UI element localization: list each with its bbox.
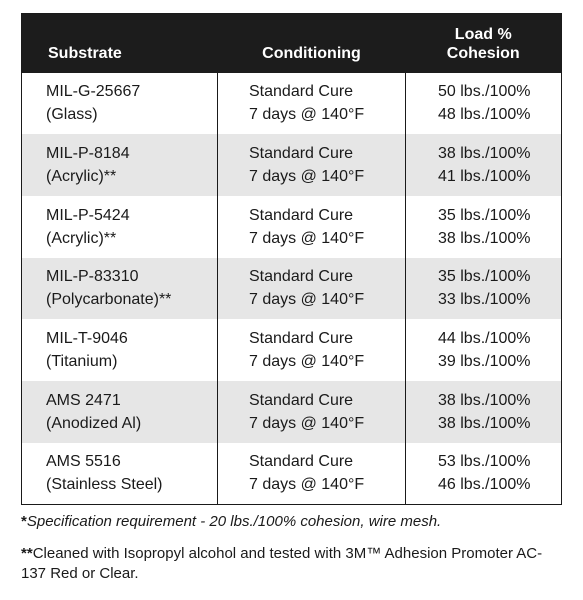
conditioning-cell-line2: 7 days @ 140°F: [249, 168, 365, 186]
substrate-cell-line1: MIL-P-8184: [46, 145, 130, 163]
load-cohesion-cell-line2: 46 lbs./100%: [438, 476, 531, 494]
substrate-cell-line2: (Stainless Steel): [46, 476, 163, 494]
substrate-cell-line1: MIL-P-5424: [46, 206, 130, 224]
conditioning-cell-line1: Standard Cure: [249, 391, 354, 409]
substrate-cell-line1: MIL-G-25667: [46, 83, 141, 101]
conditioning-cell-line2: 7 days @ 140°F: [249, 229, 365, 247]
table-header-row: [22, 14, 562, 73]
substrate-cell-line2: (Acrylic)**: [46, 229, 117, 247]
substrate-cell-line2: (Acrylic)**: [46, 168, 117, 186]
load-cohesion-cell-line2: 33 lbs./100%: [438, 291, 531, 309]
conditioning-cell-line1: Standard Cure: [249, 268, 354, 286]
conditioning-cell-line2: 7 days @ 140°F: [249, 106, 365, 124]
conditioning-cell-line1: Standard Cure: [249, 206, 354, 224]
footnote-text: Specification requirement - 20 lbs./100% cohesion, wire mesh.: [26, 513, 442, 530]
substrate-cell: [22, 134, 218, 196]
footnote-text: Cleaned with Isopropyl alcohol and tested with 3M™ Adhesion Promoter AC-137 Red or Clear.: [21, 545, 543, 582]
header-conditioning: Conditioning: [218, 14, 406, 73]
substrate-cell-line2: (Titanium): [46, 353, 118, 371]
conditioning-cell: [218, 73, 406, 135]
substrate-cell: [22, 196, 218, 258]
conditioning-cell-line1: Standard Cure: [249, 453, 354, 471]
conditioning-cell-line1: Standard Cure: [249, 145, 354, 163]
load-cohesion-cell-line2: 48 lbs./100%: [438, 106, 531, 124]
load-cohesion-cell: [406, 443, 562, 505]
conditioning-cell-line2: 7 days @ 140°F: [249, 476, 365, 494]
load-cohesion-cell-line1: 35 lbs./100%: [438, 206, 531, 224]
load-cohesion-cell-line1: 35 lbs./100%: [438, 268, 531, 286]
load-cohesion-cell-line2: 39 lbs./100%: [438, 353, 531, 371]
table-row: [22, 258, 562, 320]
table-row: [22, 319, 562, 381]
substrate-cell-line2: (Polycarbonate)**: [46, 291, 172, 309]
load-cohesion-cell: [406, 258, 562, 320]
conditioning-cell: [218, 134, 406, 196]
load-cohesion-cell-line2: 38 lbs./100%: [438, 229, 531, 247]
substrate-cell: [22, 443, 218, 505]
load-cohesion-cell-line1: 50 lbs./100%: [438, 83, 531, 101]
cohesion-table: [21, 13, 562, 505]
conditioning-cell: [218, 258, 406, 320]
conditioning-cell: [218, 443, 406, 505]
substrate-cell-line1: MIL-T-9046: [46, 330, 128, 348]
load-cohesion-cell-line1: 44 lbs./100%: [438, 330, 531, 348]
substrate-cell-line2: (Glass): [46, 106, 98, 124]
footnote-marker: **: [21, 545, 33, 562]
substrate-cell-line1: AMS 2471: [46, 391, 121, 409]
conditioning-cell-line2: 7 days @ 140°F: [249, 414, 365, 432]
conditioning-cell: [218, 319, 406, 381]
table-row: [22, 196, 562, 258]
footnote-cleaning: [21, 544, 566, 584]
load-cohesion-cell: [406, 319, 562, 381]
conditioning-cell: [218, 196, 406, 258]
conditioning-cell-line2: 7 days @ 140°F: [249, 291, 365, 309]
substrate-cell: [22, 319, 218, 381]
load-cohesion-cell-line1: 38 lbs./100%: [438, 145, 531, 163]
header-load-line2: Cohesion: [446, 44, 520, 62]
table-row: [22, 73, 562, 135]
substrate-cell: [22, 258, 218, 320]
load-cohesion-cell: [406, 73, 562, 135]
load-cohesion-cell-line2: 38 lbs./100%: [438, 414, 531, 432]
header-load-cohesion: [406, 14, 562, 73]
table-row: [22, 443, 562, 505]
load-cohesion-cell: [406, 196, 562, 258]
substrate-cell: [22, 73, 218, 135]
load-cohesion-cell-line2: 41 lbs./100%: [438, 168, 531, 186]
load-cohesion-cell-line1: 38 lbs./100%: [438, 391, 531, 409]
footnote-specification: [21, 512, 566, 532]
table-row: [22, 134, 562, 196]
conditioning-cell-line1: Standard Cure: [249, 83, 354, 101]
footnote-marker: *: [21, 513, 27, 530]
substrate-cell-line1: AMS 5516: [46, 453, 121, 471]
table-row: [22, 381, 562, 443]
substrate-cell-line2: (Anodized Al): [46, 414, 142, 432]
conditioning-cell-line1: Standard Cure: [249, 330, 354, 348]
load-cohesion-cell: [406, 134, 562, 196]
substrate-cell-line1: MIL-P-83310: [46, 268, 139, 286]
load-cohesion-cell: [406, 381, 562, 443]
header-substrate: Substrate: [22, 14, 218, 73]
load-cohesion-cell-line1: 53 lbs./100%: [438, 453, 531, 471]
header-load-line1: Load %: [454, 25, 512, 43]
footnotes: [21, 512, 566, 584]
conditioning-cell-line2: 7 days @ 140°F: [249, 353, 365, 371]
substrate-cell: [22, 381, 218, 443]
conditioning-cell: [218, 381, 406, 443]
